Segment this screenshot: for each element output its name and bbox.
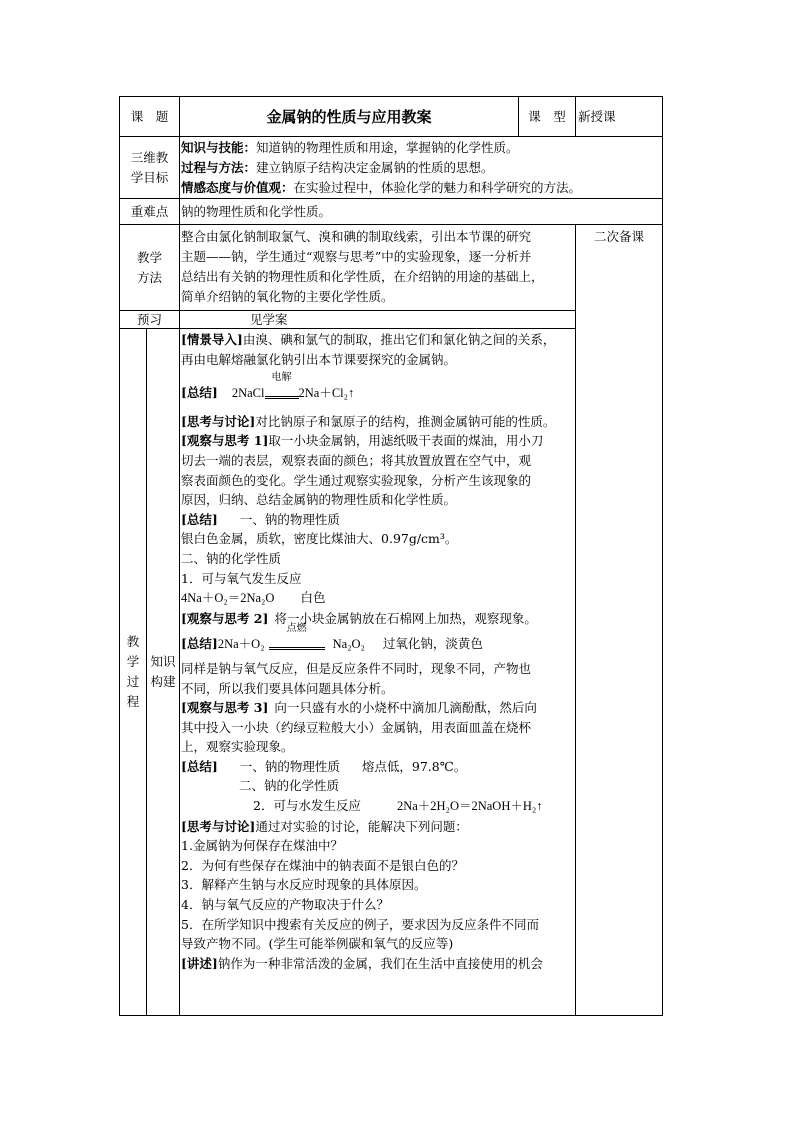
type-label: 课 型	[519, 97, 576, 137]
type-value: 新授课	[576, 97, 663, 137]
method-row	[120, 225, 663, 311]
goal-line: 知识与技能：知道钠的物理性质和用途，掌握钠的化学性质。	[181, 139, 519, 155]
focus-text: 钠的物理性质和化学性质。	[180, 199, 663, 225]
think2-line: [思考与讨论]通过对实验的讨论，能解决下列问题：	[181, 818, 468, 834]
sum4-line: [总结] 一、钠的物理性质 熔点低，97.8℃。	[181, 758, 467, 774]
lesson-title: 金属钠的性质与应用教案	[180, 97, 519, 137]
goals-content	[180, 137, 663, 199]
equation-oxide: 4Na＋O₂＝2Na₂O 白色	[181, 590, 326, 606]
goal-line: 情感态度与价值观：在实验过程中，体验化学的魅力和科学研究的方法。	[181, 179, 582, 195]
process-inner-label: 知识 构建	[147, 329, 180, 1016]
sum2-line: [总结] 一、钠的物理性质	[181, 511, 340, 527]
header-row	[120, 97, 663, 137]
focus-row	[120, 199, 663, 225]
obs3-line: [观察与思考 3] 向一只盛有水的小烧杯中滴加几滴酚酞，然后向	[181, 700, 537, 716]
intro-line: [情景导入]由溴、碘和氯气的制取，推出它们和氯化钠之间的关系，	[181, 332, 556, 347]
obs2-line: [观察与思考 2] 将一小块金属钠放在石棉网上加热，观察现象。	[181, 610, 537, 626]
equation-peroxide: [总结]2Na＋O₂ 点燃 Na₂O₂ 过氧化钠，淡黄色	[181, 623, 483, 652]
lesson-plan-table	[119, 96, 663, 1016]
preview-label: 预习	[120, 311, 180, 329]
equation-electrolysis: [总结] 2NaCl 电解 2Na＋Cl₂↑	[181, 372, 355, 401]
method-label: 教学 方法	[120, 225, 180, 311]
obs1-line: [观察与思考 1]取一小块金属钠，用滤纸吸干表面的煤油，用小刀	[181, 433, 544, 449]
goals-row	[120, 137, 663, 199]
process-outer-label: 教 学 过 程	[120, 329, 147, 1016]
goals-label: 三维教 学目标	[120, 137, 180, 199]
equation-water: 2．可与水发生反应 2Na＋2H₂O＝2NaOH＋H₂↑	[253, 798, 543, 814]
goal-line: 过程与方法：建立钠原子结构决定金属钠的性质的思想。	[181, 159, 494, 175]
topic-label: 课 题	[120, 97, 180, 137]
preview-text: 见学案	[180, 311, 576, 329]
method-content: 整合由氯化钠制取氯气、溴和碘的制取线索，引出本节课的研究 主题——钠，学生通过“观察与思考”中的实验现象，逐一分析并 总结出有关钠的物理性质和化学性质，在介绍钠的用途的基础上， 简单介绍钠的氧化物的主要化学性质。	[180, 225, 576, 311]
process-content: [情景导入]由溴、碘和氯气的制取，推出它们和氯化钠之间的关系， 再由电解熔融氯化钠引出本节课要探究的金属钠。 [总结] 2NaCl 电解 2Na＋Cl₂↑ [思考与讨论]对比钠原子和氯原子的结构，推测金属钠可能的性质。 [观察与思考 1]取一小块金属钠，用滤纸吸干表面的煤油，用小刀 切去一端的表层，观察表面的颜色；将其放置放置在空气中，观 察表面颜色的变化。学生通过观察实验现象，分析产生该现象的 原因，归纳、总结金属钠的物理性质和化学性质。 [总结] 一、钠的物理性质 银白色金属，质软，密度比煤油大、0.97g/cm³。 二、钠的化学性质 1．可与氧气发生反应 4Na＋O₂＝2Na₂O 白色 [观察与思考 2] 将一小块金属钠放在石棉网上加热，观察现象。 [总结]2Na＋O₂ 点燃 Na₂O₂ 过氧化钠，淡黄色 同样是钠与氧气反应，但是反应条件不同时，现象不同，产物也 不同，所以我们要具体问题具体分析。 [观察与思考 3] 向一只盛有水的小烧杯中滴加几滴酚酞，然后向 其中投入一小块（约绿豆粒般大小）金属钠，用表面皿盖在烧杯 上，观察实验现象。 [总结] 一、钠的物理性质 熔点低，97.8℃。 二、钠的化学性质 2．可与水发生反应 2Na＋2H₂O＝2NaOH＋H₂↑ [思考与讨论]通过对实验的讨论，能解决下列问题： 1.金属钠为何保存在煤油中？ 2．为何有些保存在煤油中的钠表面不是银白色的？ 3．解释产生钠与水反应时现象的具体原因。 4．钠与氧气反应的产物取决于什么？ 5．在所学知识中搜索有关反应的例子，要求因为反应条件不同而 导致产物不同。(学生可能举例碳和氧气的反应等) [讲述]钠作为一种非常活泼的金属，我们在生活中直接使用的机会	[180, 329, 576, 1016]
focus-label: 重难点	[120, 199, 180, 225]
think1-line: [思考与讨论]对比钠原子和氯原子的结构，推测金属钠可能的性质。	[181, 413, 556, 429]
second-preparation-label: 二次备课	[576, 225, 663, 1016]
lecture-line: [讲述]钠作为一种非常活泼的金属，我们在生活中直接使用的机会	[181, 955, 543, 971]
